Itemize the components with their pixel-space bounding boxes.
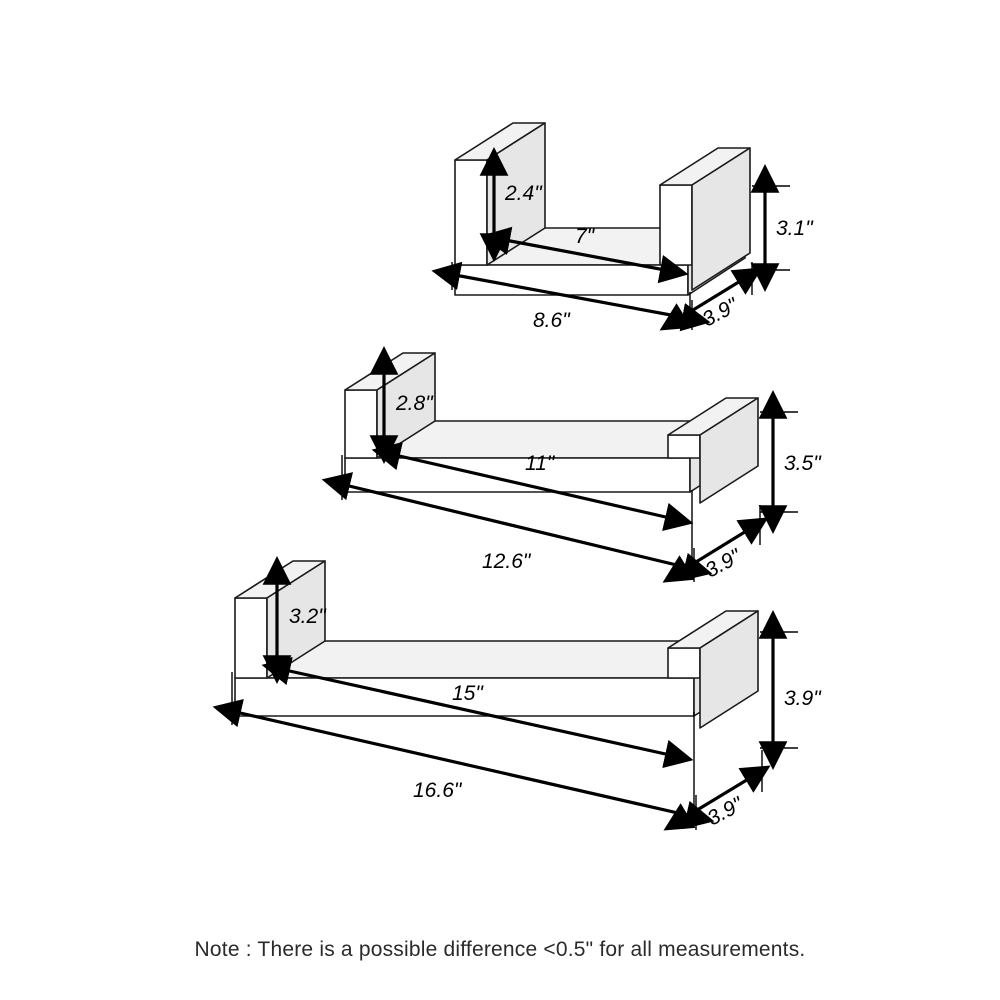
large-shelf-outer-height-label: 3.9" [784, 687, 821, 710]
large-shelf-outer-width-label: 16.6" [413, 779, 462, 802]
medium-shelf-depth-label: 3.9" [701, 544, 745, 583]
small-shelf-inner-width-label: 7" [575, 225, 595, 248]
medium-shelf-drawing [342, 353, 822, 582]
small-shelf-inner-height-label: 2.4" [505, 182, 542, 205]
medium-shelf-outer-height-label: 3.5" [784, 452, 821, 475]
large-shelf-inner-height-label: 3.2" [289, 605, 326, 628]
small-shelf-depth-label: 3.9" [698, 293, 742, 332]
medium-shelf-inner-height-label: 2.8" [396, 392, 433, 415]
small-shelf-outer-width-label: 8.6" [533, 309, 570, 332]
large-shelf-depth-label: 3.9" [703, 792, 747, 831]
medium-shelf-inner-width-label: 11" [525, 452, 555, 475]
large-shelf-drawing [232, 561, 822, 830]
small-shelf-drawing [452, 123, 814, 332]
measurement-note: Note : There is a possible difference <0.5" for all measurements. [194, 938, 806, 961]
small-shelf-outer-height-label: 3.1" [776, 217, 813, 240]
large-shelf-inner-width-label: 15" [452, 682, 483, 705]
medium-shelf-outer-width-label: 12.6" [482, 550, 531, 573]
